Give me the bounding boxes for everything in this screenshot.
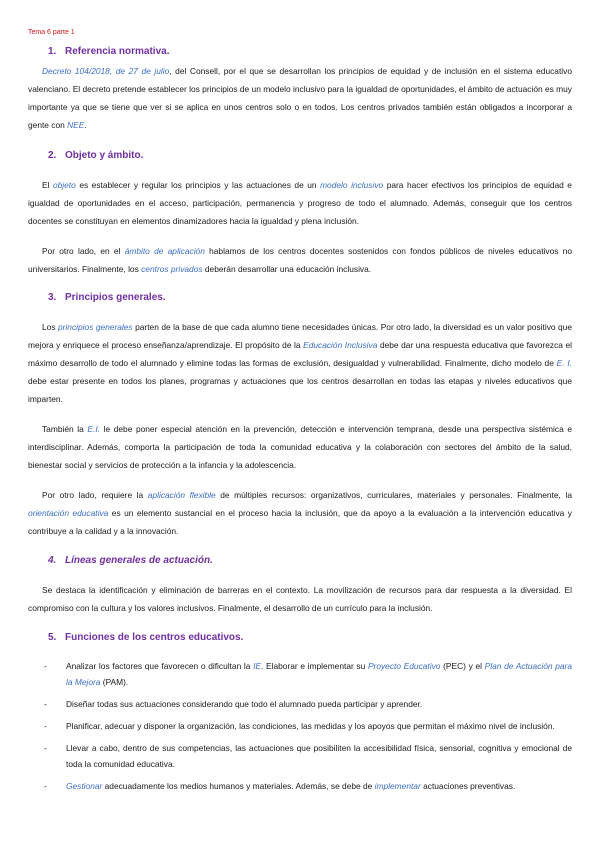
highlight-educacion-inclusiva: Educación Inclusiva (303, 340, 378, 350)
text-segment: Se destaca la identificación y eliminación de barreras en el contexto. La movilización de recursos para dar respuesta a la diversidad. El compromiso con la cultura y los valores inclusivos. Finalmente, el desarrollo de un currículo para la inclusión. (28, 585, 572, 613)
text-segment: Llevar a cabo, dentro de sus competencias, las actuaciones que posibiliten la accesibilidad física, sensorial, cognitiva y emocional de toda la comunidad educativa. (66, 743, 572, 769)
highlight-centros-privados: centros privados (141, 264, 203, 274)
section-heading-2 (48, 150, 143, 161)
text-segment: Planificar, adecuar y disponer la organización, las condiciones, las medidas y los apoyos que permitan el máximo nivel de inclusión. (66, 721, 555, 731)
list-item (44, 658, 572, 690)
section-title: Referencia normativa. (65, 46, 170, 57)
text-segment: actuaciones preventivas. (420, 781, 516, 791)
section-title: Principios generales. (65, 292, 166, 303)
highlight-modelo-inclusivo: modelo inclusivo (320, 180, 384, 190)
text-segment: debe dar una respuesta educativa que favorezca el máximo desarrollo de todo el alumnado y elimine todas las formas de exclusión, desigualdad y vulnerabilidad. Finalmente, dicho modelo de (28, 340, 572, 368)
funciones-list (44, 658, 572, 800)
paragraph-principios (28, 318, 572, 408)
text-segment: , del Consell, por el que se desarrollan los principios de equidad y de inclusión en el sistema educativo valenciano. El decreto pretende establecer los principios de un modelo inclusivo para la igualdad de oportunidades, el ámbito de actuación es muy importante ya que se tiene que ver si se aplica en unos centros solo o en todos. Los centros privados también están obligados a incorporar a gente con (28, 66, 573, 130)
section-number: 3. (48, 292, 57, 303)
text-segment: es un elemento sustancial en el proceso hacia la inclusión, que da apoyo a la evaluación a la intervención educativa y contribuye a la calidad y a la innovación. (28, 508, 572, 536)
list-dash: - (44, 661, 47, 671)
text-segment: le debe poner especial atención en la prevención, detección e intervención temprana, desde una perspectiva sistémica e interdisciplinar. Además, comporta la participación de toda la comunidad educativa y la colaboración con sectores del ámbito de la salud, bienestar social y servicios de protección a la infancia y la adolescencia. (28, 424, 572, 470)
text-segment: . (84, 120, 87, 130)
section-number: 2. (48, 150, 57, 161)
text-segment: Analizar los factores que favorecen o dificultan la (66, 661, 254, 671)
text-segment: deberán desarrollar una educación inclusiva. (202, 264, 372, 274)
section-heading-5 (48, 632, 243, 643)
text-segment: debe estar presente en todos los planes, programas y actuaciones que los centros desarrollan en todas las etapas y niveles educativos que imparten. (28, 376, 572, 404)
section-heading-4 (48, 555, 213, 566)
text-segment: adecuadamente los medios humanos y materiales. Además, se debe de (102, 781, 375, 791)
text-segment: (PAM). (100, 677, 129, 687)
section-heading-3 (48, 292, 166, 303)
section-title: Funciones de los centros educativos. (65, 632, 244, 643)
section-number: 1. (48, 46, 57, 57)
paragraph-ambito (28, 242, 572, 278)
text-segment: Los (42, 322, 58, 332)
text-segment: Por otro lado, requiere la (42, 490, 148, 500)
paragraph-recursos (28, 486, 572, 540)
highlight-ei-short: E.I. (87, 424, 100, 434)
highlight-plan-actuacion: Plan de Actuación para la Mejora (66, 661, 572, 687)
paragraph-normativa (28, 62, 572, 134)
text-segment: parten de la base de que cada alumno tiene necesidades únicas. Por otro lado, la diversidad es un valor positivo que mejora y enriquece el proceso enseñanza/aprendizaje. El propósito de la (28, 322, 572, 350)
highlight-ei: E. I. (556, 358, 572, 368)
list-dash: - (44, 721, 47, 731)
text-segment: para hacer efectivos los principios de equidad e igualdad de oportunidades en el acceso, participación, permanencia y progreso de todo el alumnado. Además, conseguir que los centros docentes se constituyan en elementos dinamizadores hacia la igualdad y plena inclusión. (28, 180, 572, 226)
text-segment: El (42, 180, 53, 190)
text-segment: . Elaborar e implementar su (261, 661, 368, 671)
highlight-ambito: ámbito de aplicación (124, 246, 205, 256)
highlight-principios-generales: principios generales (57, 322, 133, 332)
paragraph-objeto (28, 176, 572, 230)
text-segment: Diseñar todas sus actuaciones considerando que todo el alumnado pueda participar y aprender. (66, 699, 423, 709)
text-segment: de múltiples recursos: organizativos, curriculares, materiales y personales. Finalmente, la (215, 490, 572, 500)
highlight-decreto: Decreto 104/2018, de 27 de julio (42, 66, 170, 76)
section-number: 4. (48, 555, 57, 566)
list-item (44, 778, 572, 794)
section-title: Objeto y ámbito. (65, 150, 144, 161)
text-segment: es establecer y regular los principios y las actuaciones de un (75, 180, 321, 190)
list-dash: - (44, 743, 47, 753)
paragraph-atencion-temprana (28, 420, 572, 474)
header-label: Tema 6 parte 1 (28, 29, 75, 36)
highlight-ie: IE (253, 661, 262, 671)
section-number: 5. (48, 632, 57, 643)
section-title: Líneas generales de actuación. (65, 555, 213, 566)
section-heading-1 (48, 46, 170, 57)
highlight-objeto: objeto (52, 180, 76, 190)
text-segment: También la (42, 424, 88, 434)
list-dash: - (44, 781, 47, 791)
highlight-implementar: implementar (374, 781, 421, 791)
list-item (44, 718, 572, 734)
highlight-gestionar: Gestionar (66, 781, 103, 791)
list-item (44, 740, 572, 772)
highlight-aplicacion-flexible: aplicación flexible (147, 490, 216, 500)
highlight-proyecto-educativo: Proyecto Educativo (367, 661, 441, 671)
list-item (44, 696, 572, 712)
text-segment: Por otro lado, en el (42, 246, 125, 256)
paragraph-lineas (28, 581, 572, 617)
highlight-nee: NEE (67, 120, 85, 130)
list-dash: - (44, 699, 47, 709)
highlight-orientacion-educativa: orientación educativa (28, 508, 109, 518)
text-segment: hablamos de los centros docentes sostenidos con fondos públicos de niveles educativos no universitarios. Finalmente, los (28, 246, 572, 274)
text-segment: (PEC) y el (440, 661, 485, 671)
